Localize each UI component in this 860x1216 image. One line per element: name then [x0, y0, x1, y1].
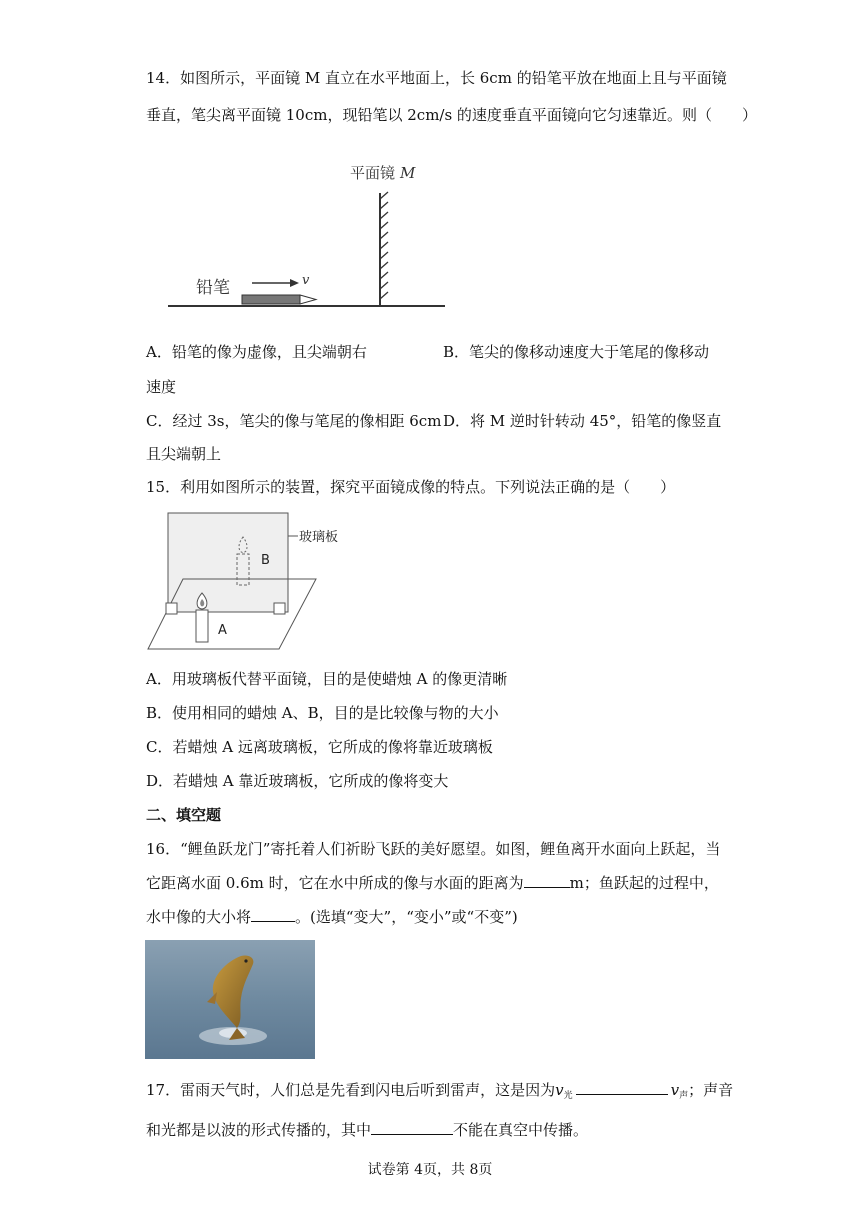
v-light-subscript: 光 — [563, 1091, 573, 1101]
candle-a-label: A — [218, 623, 227, 638]
q15-option-a: A．用玻璃板代替平面镜，目的是使蜡烛 A 的像更清晰 — [146, 670, 508, 688]
pencil-label: 铅笔 — [196, 278, 230, 298]
section-heading: 二、填空题 — [146, 806, 222, 824]
left-support — [166, 603, 177, 614]
q16-line2-end: m；鱼跃起的过程中， — [569, 874, 719, 892]
mirror-letter: M — [400, 164, 416, 182]
q16-line1: 16．“鲤鱼跃龙门”寄托着人们祈盼飞跃的美好愿望。如图，鲤鱼离开水面向上跃起，当 — [146, 840, 721, 858]
q17-line1-start: 17．雷雨天气时，人们总是先看到闪电后听到雷声，这是因为 — [146, 1081, 556, 1099]
q16-line2 — [146, 873, 719, 893]
q15-figure — [140, 510, 380, 655]
q16-line3-start: 水中像的大小将 — [146, 908, 252, 926]
mirror-hatching — [380, 192, 388, 299]
q17-line2 — [146, 1120, 588, 1140]
candle-a — [196, 610, 208, 642]
q17-line2-end: 不能在真空中传播。 — [453, 1121, 589, 1139]
q14-line1: 14．如图所示，平面镜 M 直立在水平地面上，长 6cm 的铅笔平放在地面上且与平面镜 — [146, 69, 727, 87]
q16-line3 — [146, 907, 518, 927]
v-light-symbol: v — [555, 1081, 564, 1099]
v-sound-symbol: v — [670, 1081, 680, 1099]
glass-plate — [168, 513, 288, 612]
velocity-arrowhead — [290, 279, 299, 287]
q15-option-c: C．若蜡烛 A 远离玻璃板，它所成的像将靠近玻璃板 — [146, 738, 493, 756]
q14-option-b-cont: 速度 — [146, 378, 177, 396]
v-sound-subscript: 声 — [679, 1091, 689, 1101]
right-support — [274, 603, 285, 614]
q16-line2-start: 它距离水面 0.6m 时，它在水中所成的像与水面的距离为 — [146, 874, 524, 892]
q14-figure — [160, 155, 460, 320]
q17-line1 — [146, 1080, 733, 1106]
candle-b-label: B — [261, 553, 270, 568]
q16-blank-2[interactable] — [251, 907, 295, 922]
q14-option-a: A．铅笔的像为虚像，且尖端朝右 — [146, 343, 367, 361]
q17-blank-2[interactable] — [371, 1120, 453, 1135]
q14-option-d: D．将 M 逆时针转动 45°，铅笔的像竖直 — [443, 412, 722, 430]
q16-blank-1[interactable] — [524, 873, 570, 888]
q17-line2-start: 和光都是以波的形式传播的，其中 — [146, 1121, 372, 1139]
carp-eye — [244, 959, 247, 962]
velocity-label: v — [302, 273, 310, 288]
carp-photo — [145, 940, 315, 1059]
glass-candle-diagram — [140, 510, 380, 655]
pencil-tip — [300, 295, 316, 304]
q15-stem: 15．利用如图所示的装置，探究平面镜成像的特点。下列说法正确的是（ ） — [146, 478, 676, 496]
glass-label: 玻璃板 — [299, 530, 339, 545]
mirror-label: 平面镜 — [350, 164, 396, 182]
mirror-pencil-diagram — [160, 155, 460, 320]
q14-option-c: C．经过 3s，笔尖的像与笔尾的像相距 6cm — [146, 412, 442, 430]
page-footer: 试卷第 4页，共 8页 — [367, 1162, 493, 1178]
pencil-body — [242, 295, 300, 304]
q14-option-b: B．笔尖的像移动速度大于笔尾的像移动 — [443, 343, 710, 361]
q15-option-b: B．使用相同的蜡烛 A、B，目的是比较像与物的大小 — [146, 704, 499, 722]
q15-option-d: D．若蜡烛 A 靠近玻璃板，它所成的像将变大 — [146, 772, 449, 790]
carp-jumping-image — [145, 940, 315, 1059]
q14-line2: 垂直，笔尖离平面镜 10cm，现铅笔以 2cm/s 的速度垂直平面镜向它匀速靠近。则（ ） — [146, 106, 757, 124]
q17-blank-1[interactable] — [576, 1080, 668, 1095]
q16-line3-end: 。(选填“变大”，“变小”或“不变”) — [295, 908, 518, 926]
q17-line1-end: ；声音 — [688, 1081, 734, 1099]
q14-option-d-cont: 且尖端朝上 — [146, 445, 222, 463]
